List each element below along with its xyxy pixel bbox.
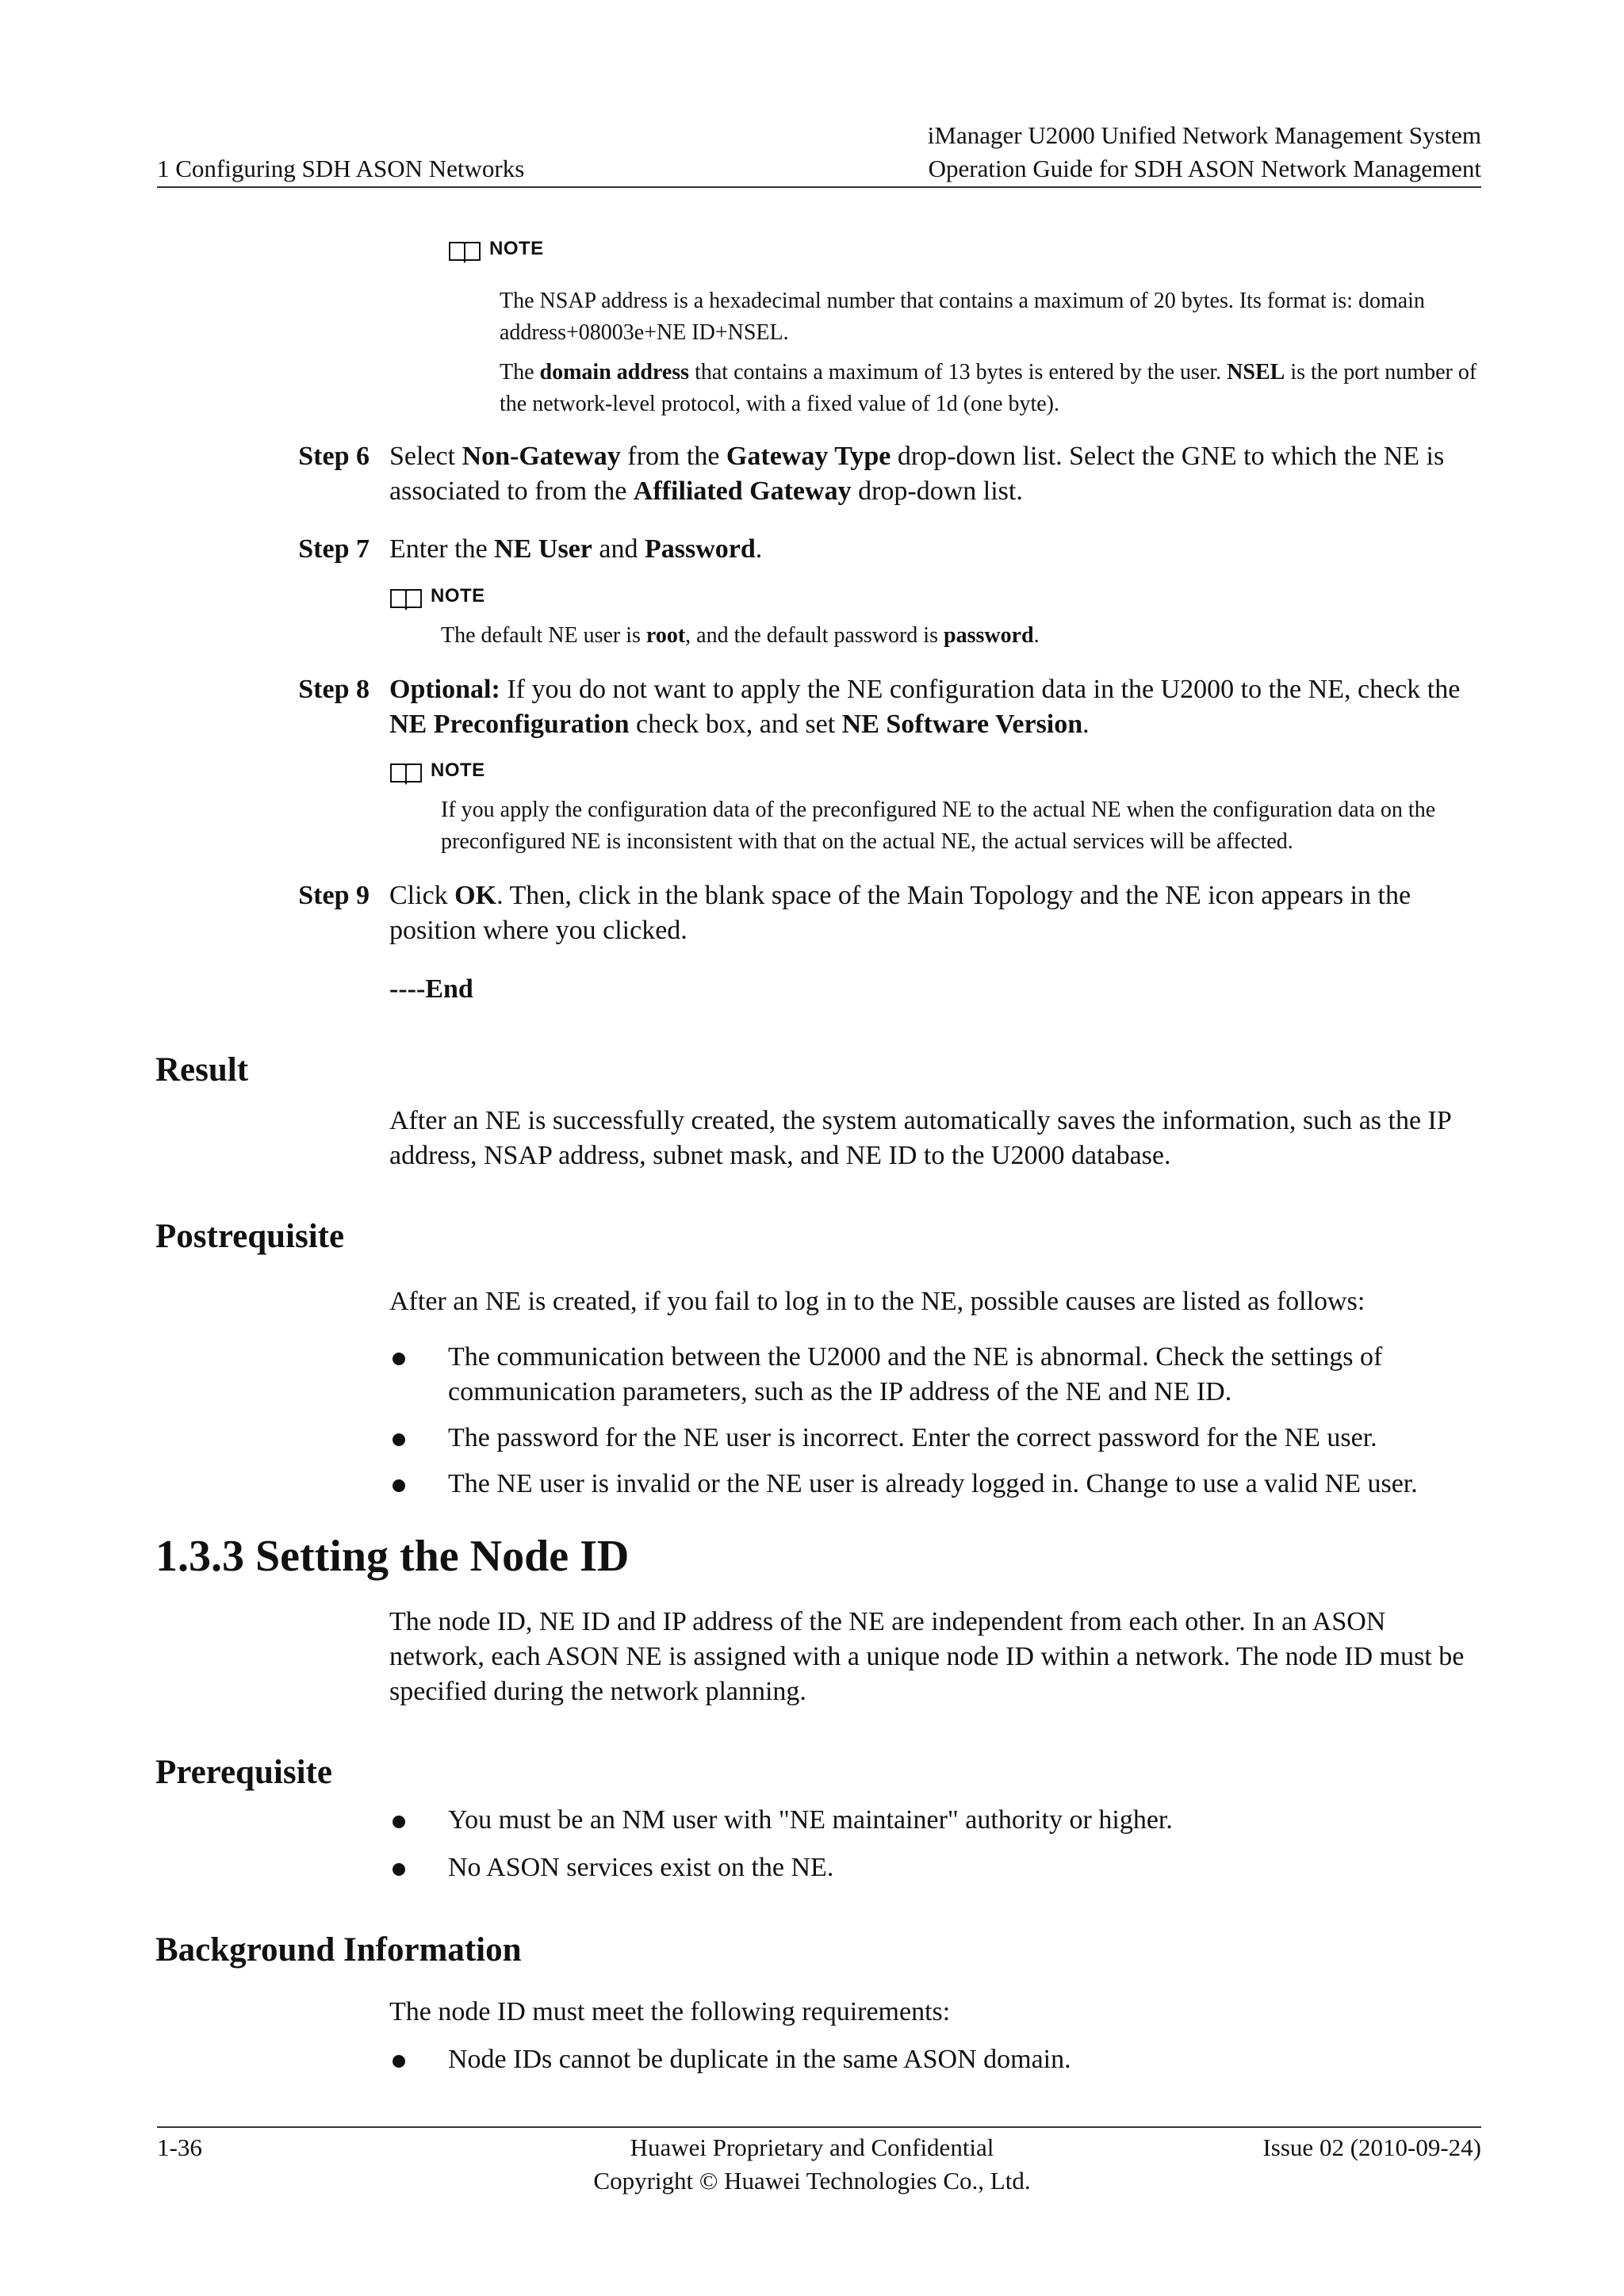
step-label: Step 9 (298, 881, 370, 910)
header-rule (157, 186, 1481, 188)
text-run: . Then, click in the blank space of the Main Topology and the NE icon appears in the position where you clicked. (389, 881, 1411, 945)
postrequisite-intro: After an NE is created, if you fail to log in to the NE, possible causes are listed as follows: (389, 1287, 1365, 1316)
note-heading (389, 585, 485, 610)
ui-term: Affiliated Gateway (633, 476, 852, 506)
text-run: . (1033, 623, 1040, 648)
note-text (500, 285, 1487, 420)
text-run: drop-down list. Select the GNE to which the NE is associated to from the (389, 442, 1445, 506)
book-icon (448, 239, 481, 263)
step-text (389, 532, 1484, 567)
ui-term: NE Software Version (841, 710, 1083, 739)
text-run: check box, and set (629, 710, 842, 739)
text-run: The (500, 360, 540, 385)
postrequisite-heading: Postrequisite (155, 1218, 345, 1255)
text-run: Select (389, 442, 462, 471)
ui-term: Password (644, 534, 756, 564)
header-product: iManager U2000 Unified Network Management System (927, 121, 1481, 149)
text-run: Click (389, 881, 455, 910)
end-marker: ----End (389, 974, 473, 1004)
footer-confidential: Huawei Proprietary and Confidential (630, 2133, 994, 2161)
note-label: NOTE (431, 585, 485, 607)
text-run: Enter the (389, 534, 495, 564)
ui-term: Gateway Type (726, 442, 891, 471)
list-item: The communication between the U2000 and the NE is abnormal. Check the settings of communication parameters, such as the IP address of the NE and NE ID. (448, 1342, 1383, 1406)
section-intro: The node ID, NE ID and IP address of the NE are independent from each other. In an ASON network, each ASON NE is assigned with a unique node ID within a network. The node ID must be specified during the network planning. (389, 1607, 1465, 1706)
prerequisite-heading: Prerequisite (155, 1754, 332, 1791)
bullet-dot (393, 2055, 405, 2068)
ui-term: NE Preconfiguration (389, 710, 630, 739)
note-paragraph: The NSAP address is a hexadecimal number that contains a maximum of 20 bytes. Its format is: domain address+08003e+NE ID+NSEL. (500, 289, 1425, 345)
term-domain-address: domain address (539, 360, 690, 385)
step-text (389, 878, 1484, 948)
text-run: from the (620, 442, 726, 471)
header-title (928, 119, 1481, 186)
section-heading: 1.3.3 Setting the Node ID (155, 1532, 630, 1581)
optional-label: Optional: (389, 675, 500, 704)
background-heading: Background Information (155, 1931, 522, 1969)
book-icon (389, 761, 423, 785)
step-text (389, 672, 1484, 742)
term-nsel: NSEL (1227, 360, 1285, 385)
header-guide: Operation Guide for SDH ASON Network Management (928, 155, 1481, 182)
list-item: No ASON services exist on the NE. (448, 1853, 834, 1882)
text-run: If you do not want to apply the NE configuration data in the U2000 to the NE, check the (500, 675, 1461, 704)
footer-issue: Issue 02 (2010-09-24) (1262, 2133, 1481, 2161)
ui-term: NE User (494, 534, 592, 564)
text-run: is the port number of the network-level protocol, with a fixed value of 1d (one byte). (500, 360, 1477, 416)
bullet-dot (393, 1479, 405, 1492)
ui-term: OK (454, 881, 497, 910)
note-heading (448, 238, 544, 263)
header-chapter: 1 Configuring SDH ASON Networks (157, 155, 525, 182)
term-password: password (944, 623, 1034, 648)
result-text: After an NE is successfully created, the system automatically saves the information, such as the IP address, NSAP address, subnet mask, and NE ID to the U2000 database. (389, 1106, 1451, 1170)
footer-rule (157, 2126, 1481, 2128)
list-item: You must be an NM user with "NE maintainer" authority or higher. (448, 1805, 1173, 1835)
note-heading (389, 760, 485, 785)
bullet-dot (393, 1863, 405, 1876)
note-paragraph (500, 357, 1487, 420)
text-run: drop-down list. (851, 476, 1023, 506)
term-root: root (645, 623, 686, 648)
note-label: NOTE (431, 760, 485, 781)
bullet-dot (393, 1433, 405, 1446)
text-run: . (755, 534, 763, 564)
note-text: If you apply the configuration data of the preconfigured NE to the actual NE when the configuration data on the preconfigured NE is inconsistent with that on the actual NE, the actual services will be affected. (441, 798, 1436, 854)
result-heading: Result (155, 1051, 249, 1089)
bullet-dot (393, 1816, 405, 1828)
note-label: NOTE (489, 238, 544, 259)
page-number: 1-36 (157, 2133, 202, 2161)
book-icon (389, 587, 423, 610)
text-run: and (592, 534, 645, 564)
list-item: The NE user is invalid or the NE user is already logged in. Change to use a valid NE user. (448, 1469, 1418, 1498)
step-label: Step 8 (298, 675, 370, 704)
list-item: The password for the NE user is incorrect. Enter the correct password for the NE user. (448, 1423, 1377, 1452)
text-run: that contains a maximum of 13 bytes is entered by the user. (689, 360, 1228, 385)
ui-term: Non-Gateway (462, 442, 621, 471)
step-text (389, 439, 1484, 509)
footer-center (474, 2131, 1150, 2198)
background-intro: The node ID must meet the following requirements: (389, 1997, 951, 2026)
step-label: Step 6 (298, 442, 370, 471)
bullet-dot (393, 1353, 405, 1365)
text-run: The default NE user is (441, 623, 646, 648)
text-run: . (1082, 710, 1090, 739)
footer-copyright: Copyright © Huawei Technologies Co., Ltd. (593, 2167, 1031, 2195)
note-text (441, 620, 1488, 652)
list-item: Node IDs cannot be duplicate in the same ASON domain. (448, 2045, 1071, 2074)
step-label: Step 7 (298, 534, 370, 564)
text-run: , and the default password is (685, 623, 944, 648)
